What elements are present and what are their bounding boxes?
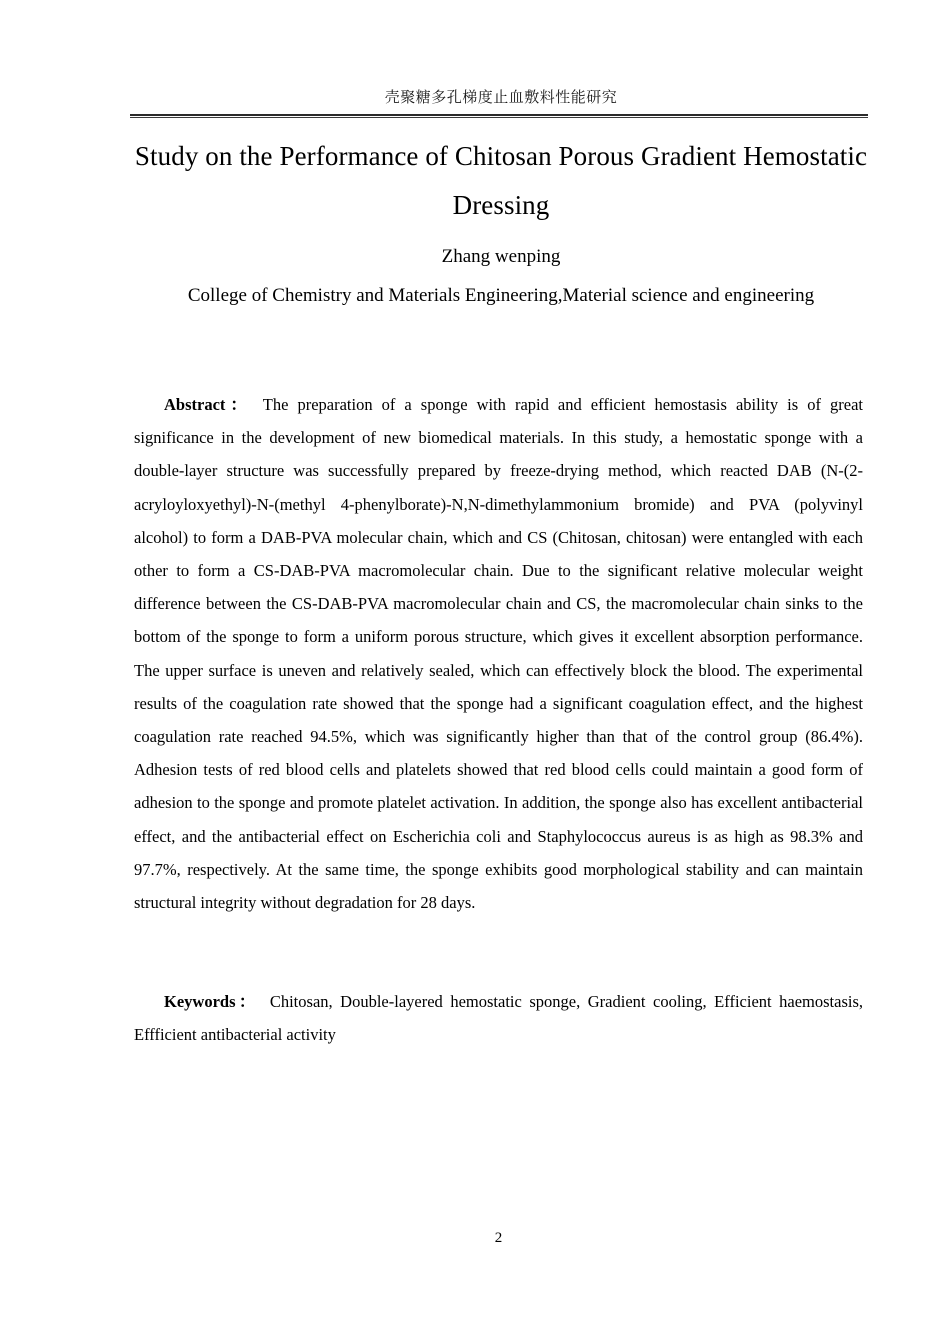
abstract-body-text: The preparation of a sponge with rapid and efficient hemostasis ability is of great significance in the development of new biomedical materials. In this study, a hemostatic sponge with a double-layer structure was successfully prepared by freeze-drying method, which reacted DAB (N-(2-acryloyloxyethyl)-N-(methyl 4-phenylborate)-N,N-dimethylammonium bromide) and PVA (polyvinyl alcohol) to form a DAB-PVA molecular chain, which and CS (Chitosan, chitosan) were entangled with each other to form a CS-DAB-PVA macromolecular chain. Due to the significant relative molecular weight difference between the CS-DAB-PVA macromolecular chain and CS, the macromolecular chain sinks to the bottom of the sponge to form a uniform porous structure, which gives it excellent absorption performance. The upper surface is uneven and relatively sealed, which can effectively block the blood. The experimental results of the coagulation rate showed that the sponge had a significant coagulation effect, and the highest coagulation rate reached 94.5%, which was significantly higher than that of the control group (86.4%). Adhesion tests of red blood cells and platelets showed that red blood cells could maintain a good form of adhesion to the sponge and promote platelet activation. In addition, the sponge also has excellent antibacterial effect, and the antibacterial effect on Escherichia coli and Staphylococcus aureus is as high as 98.3% and 97.7%, respectively. At the same time, the sponge exhibits good morphological stability and can maintain structural integrity without degradation for 28 days. [134,395,864,913]
abstract-label-text: Abstract [164,395,226,414]
keywords-label [164,992,259,1011]
abstract-section [134,388,863,919]
header-rule-divider [130,114,868,118]
author-affiliation: College of Chemistry and Materials Engineering,Material science and engineering [187,285,815,306]
abstract-label-colon: ： [225,395,252,414]
keywords-section [134,985,863,1051]
keywords-label-text: Keywords [164,992,236,1011]
abstract-paragraph [134,388,863,919]
page-title: Study on the Performance of Chitosan Porous Gradient Hemostatic Dressing [134,141,868,220]
keywords-body-text: Chitosan, Double-layered hemostatic sponge, Gradient cooling, Efficient haemostasis, Effficient antibacterial activity [134,992,864,1045]
author-name: Zhang wenping [441,246,561,267]
title-block [134,132,868,316]
running-head-text: 壳聚糖多孔梯度止血敷料性能研究 [384,90,618,106]
abstract-label [164,395,252,414]
keywords-label-colon: ： [235,992,259,1011]
keywords-paragraph [134,985,863,1051]
page-number: 2 [494,1230,503,1246]
